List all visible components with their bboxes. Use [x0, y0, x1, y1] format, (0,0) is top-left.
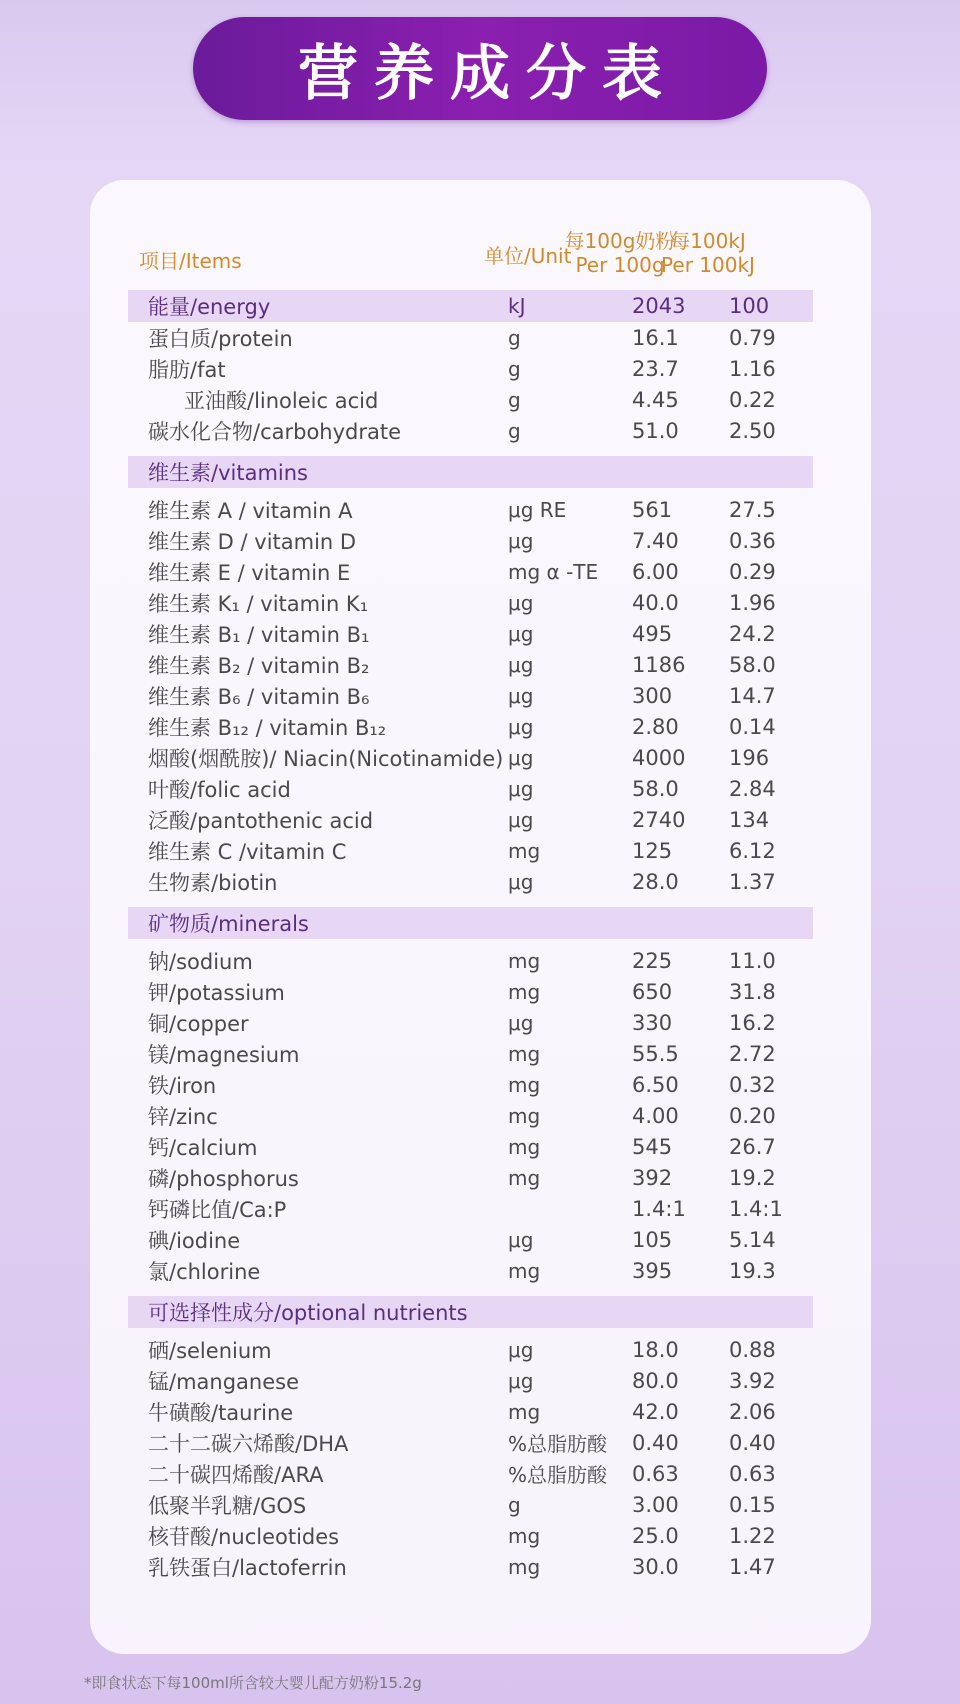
- nutrient-name: 可选择性成分/optional nutrients: [148, 1301, 468, 1325]
- nutrient-unit: %总脂肪酸: [508, 1463, 608, 1487]
- nutrient-unit: μg: [508, 807, 534, 832]
- value-per-100kj: 19.2: [729, 1165, 776, 1190]
- nutrient-row: [128, 1100, 813, 1131]
- nutrient-unit: μg: [508, 621, 534, 646]
- nutrient-row: [128, 587, 813, 618]
- section-header: [128, 1296, 813, 1328]
- nutrient-unit: mg α -TE: [508, 559, 599, 584]
- value-per-100kj: 0.32: [729, 1072, 776, 1097]
- nutrient-name: 烟酸(烟酰胺)/ Niacin(Nicotinamide): [148, 746, 504, 771]
- nutrient-unit: μg: [508, 528, 534, 553]
- value-per-100kj: 1.22: [729, 1523, 776, 1548]
- value-per-100kj: 0.63: [729, 1461, 776, 1486]
- nutrient-unit: mg: [508, 1103, 541, 1128]
- nutrient-row: [128, 804, 813, 835]
- nutrient-unit: mg: [508, 948, 541, 973]
- nutrient-unit: μg: [508, 1337, 534, 1362]
- value-per-100g: 6.50: [632, 1072, 679, 1097]
- value-per-100g: 28.0: [632, 869, 679, 894]
- value-per-100kj: 58.0: [729, 652, 776, 677]
- nutrient-row: [128, 1131, 813, 1162]
- value-per-100kj: 16.2: [729, 1010, 776, 1035]
- value-per-100kj: 100: [729, 294, 770, 318]
- value-per-100g: 0.40: [632, 1430, 679, 1455]
- value-per-100g: 51.0: [632, 418, 679, 443]
- nutrient-row: [128, 1069, 813, 1100]
- nutrient-name: 维生素 B₆ / vitamin B₆: [148, 684, 370, 709]
- nutrient-row: [128, 1193, 813, 1224]
- value-per-100kj: 24.2: [729, 621, 776, 646]
- nutrient-row: [128, 1224, 813, 1255]
- value-per-100g: 545: [632, 1134, 673, 1159]
- nutrient-unit: g: [508, 356, 521, 381]
- nutrient-unit: g: [508, 418, 521, 443]
- nutrient-unit: %总脂肪酸: [508, 1432, 608, 1456]
- value-per-100g: 55.5: [632, 1041, 679, 1066]
- value-per-100g: 1186: [632, 652, 686, 677]
- nutrient-row: [128, 1255, 813, 1286]
- value-per-100kj: 1.96: [729, 590, 776, 615]
- value-per-100kj: 2.06: [729, 1399, 776, 1424]
- footnote: *即食状态下每100ml所含较大婴儿配方奶粉15.2g: [84, 1674, 422, 1692]
- title-banner: [193, 17, 767, 120]
- page-title: 营养成分表: [298, 38, 678, 109]
- value-per-100g: 58.0: [632, 776, 679, 801]
- value-per-100g: 0.63: [632, 1461, 679, 1486]
- value-per-100g: 1.4:1: [632, 1196, 686, 1221]
- nutrient-unit: μg: [508, 1010, 534, 1035]
- value-per-100kj: 0.40: [729, 1430, 776, 1455]
- nutrient-name: 二十二碳六烯酸/DHA: [148, 1431, 349, 1456]
- value-per-100kj: 1.47: [729, 1554, 776, 1579]
- nutrient-unit: μg: [508, 652, 534, 677]
- nutrient-row: [128, 1520, 813, 1551]
- nutrient-unit: g: [508, 1492, 521, 1517]
- header-per-100g-en: Per 100g: [575, 253, 665, 277]
- value-per-100kj: 2.72: [729, 1041, 776, 1066]
- value-per-100g: 7.40: [632, 528, 679, 553]
- nutrition-table: [128, 290, 813, 1582]
- nutrient-row: [128, 711, 813, 742]
- value-per-100kj: 134: [729, 807, 770, 832]
- value-per-100kj: 196: [729, 745, 770, 770]
- value-per-100kj: 19.3: [729, 1258, 776, 1283]
- nutrient-row: [128, 494, 813, 525]
- value-per-100kj: 3.92: [729, 1368, 776, 1393]
- value-per-100g: 6.00: [632, 559, 679, 584]
- header-per-100g-cn: 每100g奶粉: [564, 229, 676, 253]
- nutrition-card: [90, 180, 871, 1654]
- nutrient-row: [128, 649, 813, 680]
- value-per-100g: 300: [632, 683, 673, 708]
- value-per-100g: 650: [632, 979, 673, 1004]
- value-per-100kj: 31.8: [729, 979, 776, 1004]
- value-per-100g: 2.80: [632, 714, 679, 739]
- nutrient-row: [128, 866, 813, 897]
- nutrient-row: [128, 1458, 813, 1489]
- nutrient-name: 二十碳四烯酸/ARA: [148, 1462, 324, 1487]
- nutrient-row: [128, 1551, 813, 1582]
- nutrient-name: 维生素 B₁₂ / vitamin B₁₂: [148, 715, 387, 740]
- section-header: [128, 907, 813, 939]
- nutrient-unit: mg: [508, 1523, 541, 1548]
- nutrient-unit: mg: [508, 1165, 541, 1190]
- value-per-100g: 4.45: [632, 387, 679, 412]
- nutrient-unit: μg: [508, 714, 534, 739]
- value-per-100g: 2043: [632, 294, 686, 318]
- value-per-100g: 395: [632, 1258, 673, 1283]
- nutrient-name: 维生素/vitamins: [148, 461, 308, 485]
- nutrient-unit: g: [508, 387, 521, 412]
- value-per-100kj: 0.29: [729, 559, 776, 584]
- nutrient-name: 维生素 B₁ / vitamin B₁: [148, 622, 370, 647]
- header-items: 项目/Items: [139, 249, 242, 273]
- nutrient-row: [128, 976, 813, 1007]
- header-unit: 单位/Unit: [484, 244, 572, 268]
- value-per-100g: 3.00: [632, 1492, 679, 1517]
- value-per-100g: 105: [632, 1227, 673, 1252]
- nutrient-name: 亚油酸/linoleic acid: [184, 388, 379, 413]
- header-per-100kj-cn: 每100kJ: [670, 229, 746, 253]
- nutrient-name: 碘/iodine: [148, 1228, 241, 1253]
- nutrient-unit: mg: [508, 1134, 541, 1159]
- nutrient-unit: g: [508, 325, 521, 350]
- nutrient-name: 钠/sodium: [148, 949, 253, 974]
- nutrient-row: [128, 618, 813, 649]
- nutrient-name: 锌/zinc: [148, 1104, 218, 1129]
- nutrient-name: 泛酸/pantothenic acid: [148, 808, 374, 833]
- nutrient-name: 维生素 C /vitamin C: [148, 839, 347, 864]
- value-per-100kj: 0.79: [729, 325, 776, 350]
- nutrient-name: 氯/chlorine: [148, 1259, 261, 1284]
- nutrient-name: 硒/selenium: [148, 1338, 272, 1363]
- header-per-100kj: [658, 229, 758, 277]
- nutrient-name: 磷/phosphorus: [148, 1166, 299, 1191]
- value-per-100kj: 0.22: [729, 387, 776, 412]
- value-per-100g: 16.1: [632, 325, 679, 350]
- value-per-100g: 4000: [632, 745, 686, 770]
- value-per-100g: 561: [632, 497, 673, 522]
- nutrient-name: 低聚半乳糖/GOS: [148, 1493, 307, 1518]
- value-per-100g: 18.0: [632, 1337, 679, 1362]
- value-per-100kj: 14.7: [729, 683, 776, 708]
- nutrient-unit: mg: [508, 1399, 541, 1424]
- nutrient-name: 镁/magnesium: [148, 1042, 300, 1067]
- nutrient-row: [128, 680, 813, 711]
- nutrient-unit: mg: [508, 1041, 541, 1066]
- value-per-100g: 30.0: [632, 1554, 679, 1579]
- nutrient-row: [128, 773, 813, 804]
- value-per-100kj: 0.14: [729, 714, 776, 739]
- value-per-100kj: 0.20: [729, 1103, 776, 1128]
- nutrient-row: [128, 1489, 813, 1520]
- nutrient-row: [128, 835, 813, 866]
- nutrient-name: 碳水化合物/carbohydrate: [148, 419, 402, 444]
- nutrient-unit: μg: [508, 590, 534, 615]
- nutrient-name: 锰/manganese: [148, 1369, 299, 1394]
- value-per-100g: 4.00: [632, 1103, 679, 1128]
- nutrient-row: [128, 353, 813, 384]
- nutrient-name: 能量/energy: [148, 295, 271, 319]
- nutrient-name: 生物素/biotin: [148, 870, 278, 895]
- nutrient-unit: μg: [508, 1227, 534, 1252]
- nutrient-row: [128, 415, 813, 446]
- value-per-100g: 125: [632, 838, 673, 863]
- nutrient-name: 乳铁蛋白/lactoferrin: [148, 1555, 347, 1580]
- nutrient-name: 核苷酸/nucleotides: [148, 1524, 340, 1549]
- nutrient-row: [128, 1427, 813, 1458]
- value-per-100g: 42.0: [632, 1399, 679, 1424]
- nutrient-unit: mg: [508, 1072, 541, 1097]
- nutrient-row: [128, 556, 813, 587]
- value-per-100g: 330: [632, 1010, 673, 1035]
- nutrient-name: 叶酸/folic acid: [148, 777, 291, 802]
- nutrient-row: [128, 1334, 813, 1365]
- nutrient-unit: μg: [508, 745, 534, 770]
- energy-row: [128, 290, 813, 322]
- nutrient-row: [128, 1365, 813, 1396]
- nutrient-name: 维生素 E / vitamin E: [148, 560, 351, 585]
- value-per-100kj: 0.15: [729, 1492, 776, 1517]
- nutrient-name: 维生素 K₁ / vitamin K₁: [148, 591, 369, 616]
- nutrient-name: 矿物质/minerals: [148, 912, 309, 936]
- nutrient-unit: mg: [508, 1258, 541, 1283]
- value-per-100g: 80.0: [632, 1368, 679, 1393]
- nutrient-unit: mg: [508, 979, 541, 1004]
- value-per-100g: 2740: [632, 807, 686, 832]
- value-per-100g: 225: [632, 948, 673, 973]
- value-per-100g: 25.0: [632, 1523, 679, 1548]
- nutrient-name: 维生素 B₂ / vitamin B₂: [148, 653, 370, 678]
- value-per-100g: 40.0: [632, 590, 679, 615]
- value-per-100g: 23.7: [632, 356, 679, 381]
- section-header: [128, 456, 813, 488]
- nutrient-unit: kJ: [508, 294, 526, 318]
- nutrient-name: 蛋白质/protein: [148, 326, 293, 351]
- value-per-100kj: 6.12: [729, 838, 776, 863]
- nutrient-name: 钙/calcium: [148, 1135, 258, 1160]
- nutrient-row: [128, 1396, 813, 1427]
- nutrient-row: [128, 384, 813, 415]
- nutrient-unit: μg: [508, 1368, 534, 1393]
- nutrient-row: [128, 945, 813, 976]
- value-per-100kj: 5.14: [729, 1227, 776, 1252]
- nutrient-unit: mg: [508, 1554, 541, 1579]
- nutrient-name: 脂肪/fat: [148, 357, 226, 382]
- nutrient-name: 牛磺酸/taurine: [148, 1400, 294, 1425]
- value-per-100g: 392: [632, 1165, 673, 1190]
- header-per-100kj-en: Per 100kJ: [661, 253, 755, 277]
- nutrient-name: 维生素 A / vitamin A: [148, 498, 353, 523]
- value-per-100kj: 2.50: [729, 418, 776, 443]
- nutrient-row: [128, 1007, 813, 1038]
- value-per-100kj: 0.36: [729, 528, 776, 553]
- value-per-100kj: 0.88: [729, 1337, 776, 1362]
- nutrient-unit: μg: [508, 683, 534, 708]
- nutrient-row: [128, 1162, 813, 1193]
- nutrient-row: [128, 742, 813, 773]
- nutrient-row: [128, 1038, 813, 1069]
- nutrient-name: 铜/copper: [148, 1011, 249, 1036]
- value-per-100kj: 26.7: [729, 1134, 776, 1159]
- nutrient-name: 维生素 D / vitamin D: [148, 529, 357, 554]
- nutrient-name: 钾/potassium: [148, 980, 285, 1005]
- value-per-100kj: 1.16: [729, 356, 776, 381]
- nutrient-unit: mg: [508, 838, 541, 863]
- nutrient-unit: μg RE: [508, 497, 567, 522]
- nutrient-name: 钙磷比值/Ca:P: [148, 1197, 287, 1222]
- value-per-100g: 495: [632, 621, 673, 646]
- nutrient-row: [128, 525, 813, 556]
- value-per-100kj: 27.5: [729, 497, 776, 522]
- nutrient-name: 铁/iron: [148, 1073, 217, 1098]
- value-per-100kj: 1.4:1: [729, 1196, 783, 1221]
- value-per-100kj: 11.0: [729, 948, 776, 973]
- nutrient-row: [128, 322, 813, 353]
- value-per-100kj: 2.84: [729, 776, 776, 801]
- nutrient-unit: μg: [508, 776, 534, 801]
- value-per-100kj: 1.37: [729, 869, 776, 894]
- nutrient-unit: μg: [508, 869, 534, 894]
